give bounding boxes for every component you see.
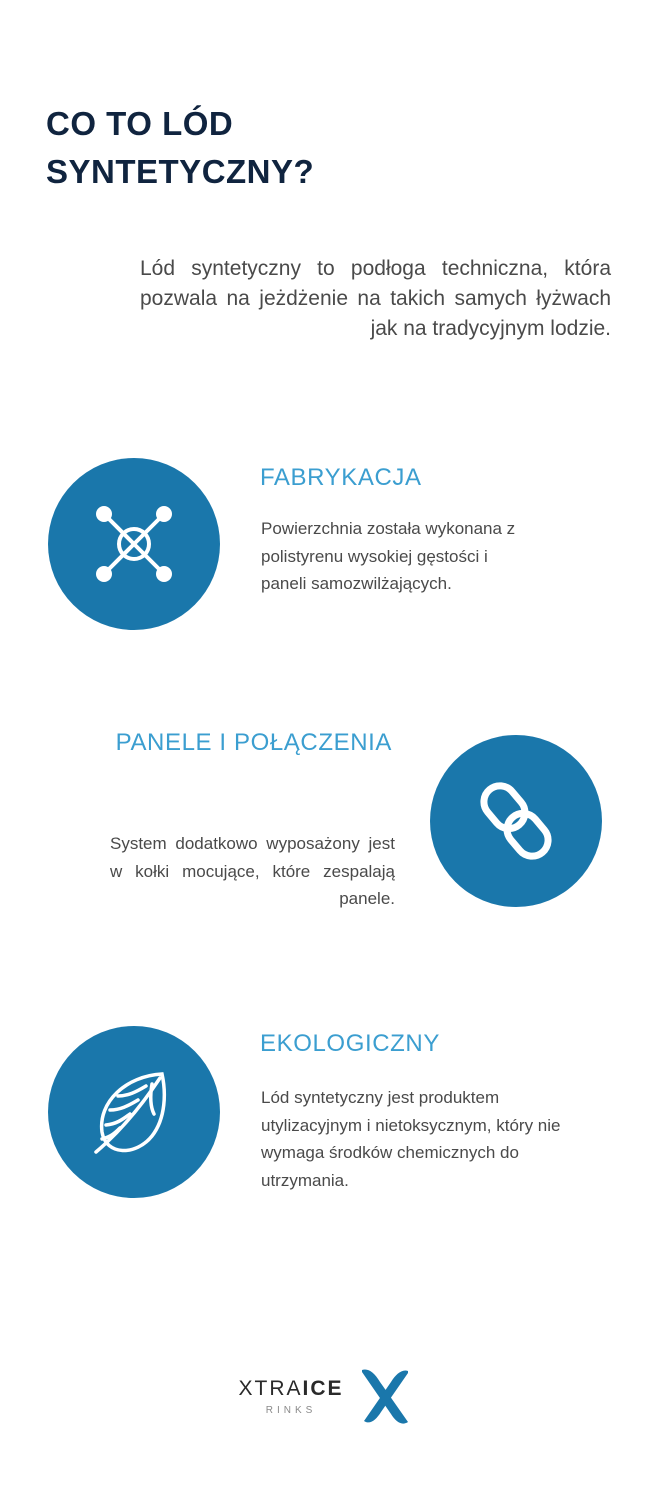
brand-name — [238, 1378, 343, 1399]
page-title-line-1: CO TO LÓD — [46, 105, 234, 143]
brand-tagline: RINKS — [265, 1405, 317, 1416]
brand-name-xtra: XTRA — [238, 1377, 303, 1400]
footer — [0, 1368, 650, 1426]
brand-name-ice: ICE — [302, 1377, 344, 1400]
chain-link-icon-circle — [430, 735, 602, 907]
section-title-fabrykacja: FABRYKACJA — [260, 464, 422, 491]
molecule-icon — [80, 490, 188, 598]
brand-logo — [238, 1368, 411, 1426]
leaf-icon-circle — [48, 1026, 220, 1198]
section-text-ekologiczny: Lód syntetyczny jest produktem utylizacyjnym i nietoksycznym, który nie wymaga środków chemicznych do utrzymania. — [261, 1088, 561, 1190]
intro-paragraph: Lód syntetyczny to podłoga techniczna, która pozwala na jeżdżenie na takich samych łyżwach jak na tradycyjnym lodzie. — [140, 257, 611, 340]
brand-wordmark — [238, 1378, 343, 1416]
x-mark-icon — [358, 1368, 412, 1426]
molecule-icon-circle — [48, 458, 220, 630]
page-title — [46, 100, 606, 196]
page-title-line-2: SYNTETYCZNY? — [46, 152, 315, 190]
section-title-ekologiczny: EKOLOGICZNY — [260, 1030, 440, 1057]
section-text-panele: System dodatkowo wyposażony jest w kołki mocujące, które zespalają panele. — [110, 834, 395, 909]
leaf-icon — [74, 1052, 194, 1172]
section-text-fabrykacja: Powierzchnia została wykonana z polistyrenu wysokiej gęstości i paneli samozwilżających. — [261, 519, 516, 594]
section-title-panele: PANELE I POŁĄCZENIA — [115, 729, 392, 756]
chain-link-icon — [461, 766, 571, 876]
